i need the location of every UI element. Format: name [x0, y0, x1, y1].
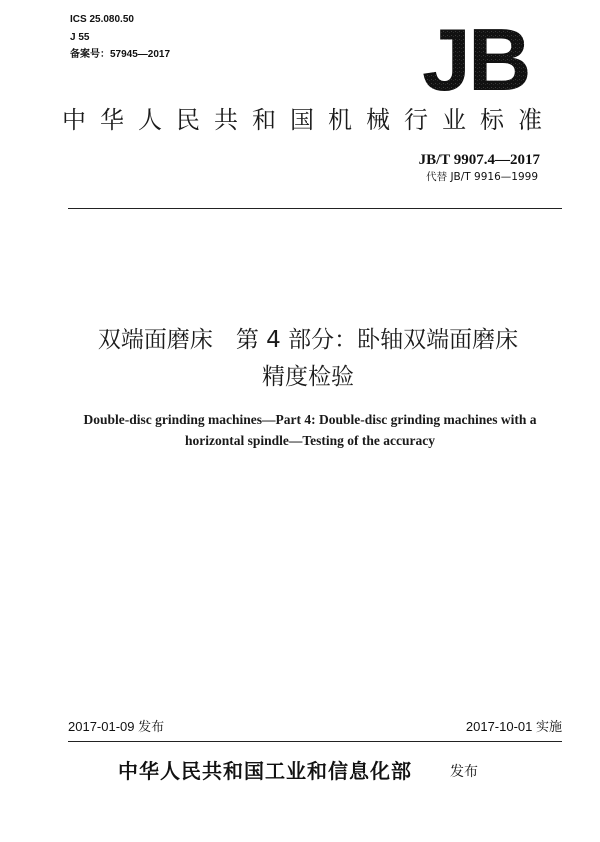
ics-code: ICS 25.080.50	[70, 14, 134, 25]
english-title-line-1: Double-disc grinding machines—Part 4: Double-disc grinding machines with a	[83, 412, 537, 427]
jb-logo	[418, 18, 538, 98]
record-number: 备案号：57945—2017	[70, 49, 171, 60]
footer-divider	[68, 741, 562, 742]
chinese-title-line-2: 精度检验	[262, 364, 354, 390]
ccs-code: J 55	[70, 32, 90, 43]
issue-date: 2017-01-09 发布	[68, 719, 165, 734]
replaces-standard: 代替 JB/T 9916—1999	[426, 171, 538, 183]
jb-logo-text: JB	[422, 18, 529, 98]
issuer-name: 中华人民共和国工业和信息化部	[118, 759, 412, 783]
implementation-date: 2017-10-01 实施	[465, 719, 562, 734]
issuer-action: 发布	[450, 764, 478, 780]
standard-type-title: 中华人民共和国机械行业标准	[62, 106, 556, 134]
header-divider	[68, 208, 562, 209]
chinese-title-line-1: 双端面磨床 第 4 部分：卧轴双端面磨床	[97, 327, 519, 353]
standard-number: JB/T 9907.4—2017	[418, 152, 540, 168]
english-title-line-2: horizontal spindle—Testing of the accuracy	[184, 433, 435, 448]
